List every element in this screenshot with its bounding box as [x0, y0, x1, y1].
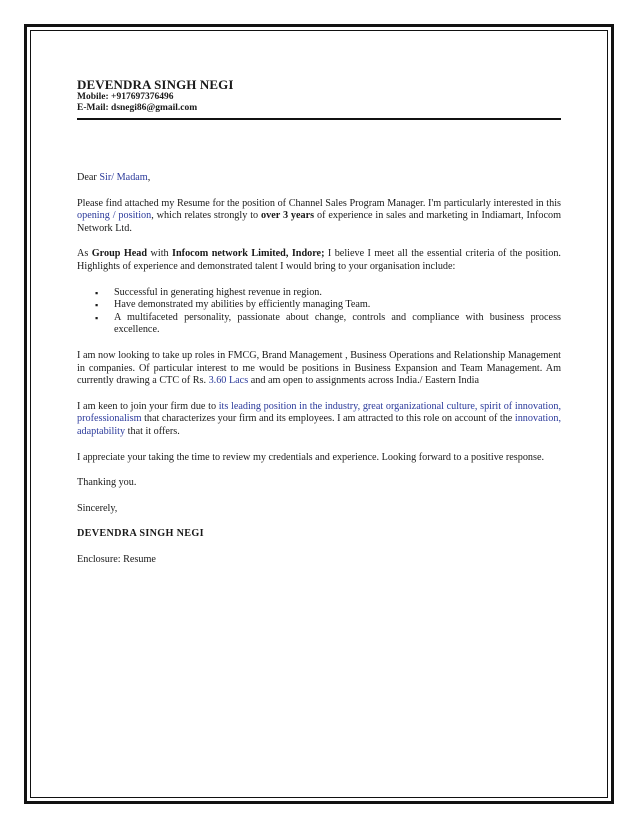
mobile-number: Mobile: +917697376496 [77, 92, 174, 102]
list-item: ▪ A multifaceted personality, passionate about change, controls and compliance with business process excellence. [114, 312, 561, 337]
paragraph-role [77, 248, 561, 273]
role-text-1: As [77, 248, 92, 260]
paragraph-roles-sought [77, 350, 561, 388]
email-address: E-Mail: dsnegi86@gmail.com [77, 103, 198, 113]
signature-name: DEVENDRA SINGH NEGI [77, 528, 204, 540]
list-item: ▪ Successful in generating highest revenue in region. [114, 287, 561, 300]
enclosure-line: Enclosure: Resume [77, 553, 156, 565]
role-text-2: with [147, 248, 173, 260]
paragraph-appreciation: I appreciate your taking the time to review my credentials and experience. Looking forward to a positive response. [77, 451, 545, 463]
salutation-prefix: Dear [77, 172, 100, 183]
ctc-highlight: 3.60 Lacs [208, 375, 249, 387]
intro-bold: over 3 years [261, 210, 315, 222]
roles-text-1: I am now looking to take up roles in FMCG, Brand Management , Business Operations and Relationship Management in companies. Of particular interest to me would be positions in Business Expansion and Team Management. Am currently drawing a CTC of Rs. [77, 349, 561, 387]
intro-text-3: of experience in sales and marketing in Indiamart, Infocom Network Ltd. [77, 210, 561, 234]
motivation-text-2: that characterizes your firm and its employees. I am attracted to this role on account of the [141, 413, 515, 425]
cover-letter [77, 77, 561, 566]
list-item: ▪ Have demonstrated my abilities by efficiently managing Team. [114, 299, 561, 312]
motivation-text-3: that it offers. [125, 425, 180, 437]
salutation-suffix: , [147, 172, 151, 183]
role-bold-title: Group Head [91, 248, 148, 260]
applicant-name-header: DEVENDRA SINGH NEGI [77, 77, 234, 92]
intro-text-1: Please find attached my Resume for the position of Channel Sales Program Manager. I'm particularly interested in this [77, 197, 561, 209]
role-text-3: I believe I meet all the essential criteria of the position. Highlights of experience and demonstrated talent I would bring to your organisation include: [77, 248, 561, 272]
motivation-highlight-2: innovation, adaptability [77, 413, 561, 437]
header-divider [77, 118, 561, 120]
salutation [77, 172, 561, 185]
motivation-highlight-1: its leading position in the industry, great organizational culture, spirit of innovation, professionalism [77, 400, 561, 425]
roles-text-2: and am open to assignments across India./ Eastern India [248, 375, 480, 387]
highlights-list [77, 287, 561, 337]
thanks-line: Thanking you. [77, 477, 137, 489]
role-bold-company: Infocom network Limited, Indore; [172, 248, 325, 260]
intro-text-2: , which relates strongly to [151, 210, 262, 222]
paragraph-intro [77, 198, 561, 236]
intro-highlight: opening / position [77, 210, 152, 222]
motivation-text-1: I am keen to join your firm due to [77, 400, 219, 412]
closing-line: Sincerely, [77, 502, 118, 514]
salutation-recipient: Sir/ Madam [99, 172, 148, 183]
paragraph-motivation [77, 401, 561, 439]
